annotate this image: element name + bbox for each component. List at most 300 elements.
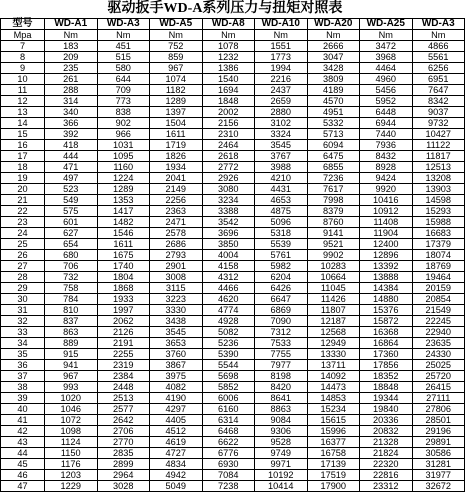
torque-cell: 2513 <box>97 393 150 404</box>
torque-cell: 4960 <box>360 74 413 85</box>
header-cell: WD-A1 <box>45 19 98 30</box>
pressure-cell: 46 <box>1 470 45 481</box>
torque-cell: 1540 <box>202 74 255 85</box>
torque-cell: 1504 <box>150 118 203 129</box>
torque-cell: 3760 <box>150 349 203 360</box>
torque-cell: 5390 <box>202 349 255 360</box>
pressure-cell: 22 <box>1 206 45 217</box>
torque-cell: 2835 <box>97 448 150 459</box>
torque-cell: 11122 <box>412 140 465 151</box>
torque-cell: 11408 <box>360 217 413 228</box>
torque-cell: 8420 <box>255 382 308 393</box>
torque-cell: 752 <box>150 41 203 52</box>
torque-cell: 3047 <box>307 52 360 63</box>
torque-cell: 11045 <box>307 283 360 294</box>
unit-cell: Mpa <box>1 30 45 41</box>
unit-cell: Nm <box>150 30 203 41</box>
table-row <box>1 283 465 294</box>
torque-cell: 18769 <box>412 261 465 272</box>
torque-cell: 5539 <box>255 239 308 250</box>
torque-cell: 14092 <box>307 371 360 382</box>
torque-cell: 2062 <box>97 316 150 327</box>
torque-cell: 7936 <box>360 140 413 151</box>
torque-cell: 2448 <box>97 382 150 393</box>
pressure-cell: 39 <box>1 393 45 404</box>
torque-cell: 515 <box>97 52 150 63</box>
table-row <box>1 349 465 360</box>
torque-cell: 13392 <box>360 261 413 272</box>
torque-cell: 1072 <box>45 415 98 426</box>
torque-cell: 784 <box>45 294 98 305</box>
torque-cell: 1046 <box>45 404 98 415</box>
torque-cell: 838 <box>97 107 150 118</box>
torque-cell: 523 <box>45 184 98 195</box>
torque-cell: 4866 <box>412 41 465 52</box>
table-row <box>1 74 465 85</box>
table-row <box>1 151 465 162</box>
pressure-cell: 40 <box>1 404 45 415</box>
torque-cell: 575 <box>45 206 98 217</box>
torque-cell: 680 <box>45 250 98 261</box>
torque-cell: 8379 <box>307 206 360 217</box>
table-row <box>1 195 465 206</box>
torque-cell: 17519 <box>307 470 360 481</box>
torque-cell: 2642 <box>97 415 150 426</box>
torque-cell: 966 <box>97 129 150 140</box>
torque-cell: 5561 <box>412 52 465 63</box>
torque-cell: 30586 <box>412 448 465 459</box>
torque-cell: 732 <box>45 272 98 283</box>
torque-cell: 20854 <box>412 294 465 305</box>
torque-cell: 4653 <box>255 195 308 206</box>
pressure-cell: 35 <box>1 349 45 360</box>
torque-cell: 2002 <box>202 107 255 118</box>
torque-cell: 4082 <box>150 382 203 393</box>
header-cell: WD-A25 <box>360 19 413 30</box>
pressure-cell: 11 <box>1 85 45 96</box>
table-row <box>1 481 465 492</box>
table-row <box>1 448 465 459</box>
torque-cell: 902 <box>97 118 150 129</box>
pressure-cell: 20 <box>1 184 45 195</box>
torque-cell: 1078 <box>202 41 255 52</box>
torque-cell: 1020 <box>45 393 98 404</box>
torque-cell: 4928 <box>202 316 255 327</box>
torque-cell: 3234 <box>202 195 255 206</box>
torque-cell: 2255 <box>97 349 150 360</box>
torque-cell: 21328 <box>360 437 413 448</box>
torque-cell: 8863 <box>255 404 308 415</box>
torque-cell: 2706 <box>97 426 150 437</box>
table-row <box>1 261 465 272</box>
torque-cell: 4004 <box>202 250 255 261</box>
table-row <box>1 404 465 415</box>
torque-table <box>0 18 465 492</box>
torque-cell: 1611 <box>97 239 150 250</box>
torque-cell: 6930 <box>202 459 255 470</box>
torque-cell: 2578 <box>150 228 203 239</box>
torque-cell: 23312 <box>360 481 413 492</box>
torque-cell: 7647 <box>412 85 465 96</box>
torque-cell: 7533 <box>255 338 308 349</box>
torque-cell: 18074 <box>412 250 465 261</box>
torque-cell: 16377 <box>307 437 360 448</box>
torque-cell: 1386 <box>202 63 255 74</box>
torque-cell: 11807 <box>307 305 360 316</box>
unit-cell: Nm <box>307 30 360 41</box>
torque-cell: 4464 <box>360 63 413 74</box>
torque-cell: 3545 <box>255 140 308 151</box>
torque-cell: 2256 <box>150 195 203 206</box>
torque-cell: 7238 <box>202 481 255 492</box>
torque-cell: 3330 <box>150 305 203 316</box>
torque-cell: 7977 <box>255 360 308 371</box>
torque-cell: 9037 <box>412 107 465 118</box>
torque-cell: 14598 <box>412 195 465 206</box>
torque-cell: 16683 <box>412 228 465 239</box>
header-cell: WD-A3 <box>97 19 150 30</box>
torque-cell: 235 <box>45 63 98 74</box>
torque-cell: 8432 <box>360 151 413 162</box>
torque-cell: 5082 <box>202 327 255 338</box>
pressure-cell: 14 <box>1 118 45 129</box>
torque-cell: 2899 <box>97 459 150 470</box>
torque-cell: 18352 <box>360 371 413 382</box>
torque-cell: 4942 <box>150 470 203 481</box>
torque-cell: 3809 <box>307 74 360 85</box>
table-row <box>1 459 465 470</box>
torque-cell: 4570 <box>307 96 360 107</box>
torque-cell: 1804 <box>97 272 150 283</box>
torque-cell: 8342 <box>412 96 465 107</box>
unit-cell: Nm <box>202 30 255 41</box>
torque-cell: 16864 <box>360 338 413 349</box>
table-row <box>1 206 465 217</box>
torque-cell: 10427 <box>412 129 465 140</box>
torque-cell: 8760 <box>307 217 360 228</box>
torque-cell: 3542 <box>202 217 255 228</box>
torque-cell: 11904 <box>360 228 413 239</box>
torque-cell: 549 <box>45 195 98 206</box>
torque-cell: 11817 <box>412 151 465 162</box>
torque-cell: 6160 <box>202 404 255 415</box>
torque-cell: 6622 <box>202 437 255 448</box>
torque-cell: 4774 <box>202 305 255 316</box>
torque-cell: 366 <box>45 118 98 129</box>
torque-cell: 8198 <box>255 371 308 382</box>
torque-cell: 497 <box>45 173 98 184</box>
torque-cell: 261 <box>45 74 98 85</box>
torque-cell: 4619 <box>150 437 203 448</box>
torque-cell: 6006 <box>202 393 255 404</box>
torque-cell: 19464 <box>412 272 465 283</box>
torque-cell: 20832 <box>360 426 413 437</box>
torque-cell: 17379 <box>412 239 465 250</box>
table-row <box>1 470 465 481</box>
torque-cell: 25720 <box>412 371 465 382</box>
torque-cell: 13903 <box>412 184 465 195</box>
unit-row <box>1 30 465 41</box>
torque-cell: 2437 <box>255 85 308 96</box>
torque-cell: 6314 <box>202 415 255 426</box>
torque-cell: 10416 <box>360 195 413 206</box>
table-row <box>1 52 465 63</box>
torque-cell: 6475 <box>307 151 360 162</box>
torque-cell: 7090 <box>255 316 308 327</box>
torque-cell: 773 <box>97 96 150 107</box>
torque-cell: 9424 <box>360 173 413 184</box>
torque-cell: 3223 <box>150 294 203 305</box>
torque-cell: 5761 <box>255 250 308 261</box>
torque-cell: 644 <box>97 74 150 85</box>
pressure-cell: 7 <box>1 41 45 52</box>
torque-cell: 1773 <box>255 52 308 63</box>
torque-cell: 183 <box>45 41 98 52</box>
table-row <box>1 162 465 173</box>
table-row <box>1 63 465 74</box>
torque-cell: 340 <box>45 107 98 118</box>
torque-cell: 2901 <box>150 261 203 272</box>
torque-cell: 27806 <box>412 404 465 415</box>
torque-cell: 17856 <box>360 360 413 371</box>
table-row <box>1 85 465 96</box>
torque-cell: 9749 <box>255 448 308 459</box>
torque-cell: 6855 <box>307 162 360 173</box>
torque-cell: 1417 <box>97 206 150 217</box>
torque-cell: 3975 <box>150 371 203 382</box>
pressure-cell: 13 <box>1 107 45 118</box>
torque-cell: 1098 <box>45 426 98 437</box>
torque-cell: 1719 <box>150 140 203 151</box>
torque-cell: 22816 <box>360 470 413 481</box>
torque-cell: 4727 <box>150 448 203 459</box>
torque-cell: 1150 <box>45 448 98 459</box>
pressure-cell: 33 <box>1 327 45 338</box>
torque-cell: 627 <box>45 228 98 239</box>
torque-cell: 2191 <box>97 338 150 349</box>
torque-cell: 2964 <box>97 470 150 481</box>
torque-cell: 20159 <box>412 283 465 294</box>
pressure-cell: 24 <box>1 228 45 239</box>
pressure-cell: 32 <box>1 316 45 327</box>
torque-cell: 1933 <box>97 294 150 305</box>
torque-cell: 2926 <box>202 173 255 184</box>
page-title: 驱动扳手WD-A系列压力与扭矩对照表 <box>107 1 343 16</box>
torque-cell: 19344 <box>360 393 413 404</box>
torque-cell: 27111 <box>412 393 465 404</box>
table-row <box>1 250 465 261</box>
torque-cell: 1160 <box>97 162 150 173</box>
torque-cell: 12896 <box>360 250 413 261</box>
table-body <box>1 41 465 492</box>
torque-cell: 3428 <box>307 63 360 74</box>
pressure-cell: 10 <box>1 74 45 85</box>
torque-cell: 11426 <box>307 294 360 305</box>
torque-cell: 915 <box>45 349 98 360</box>
torque-cell: 7617 <box>307 184 360 195</box>
torque-cell: 709 <box>97 85 150 96</box>
unit-cell: Nm <box>412 30 465 41</box>
table-row <box>1 129 465 140</box>
torque-cell: 3472 <box>360 41 413 52</box>
torque-cell: 837 <box>45 316 98 327</box>
torque-cell: 23635 <box>412 338 465 349</box>
torque-cell: 706 <box>45 261 98 272</box>
torque-cell: 2686 <box>150 239 203 250</box>
torque-cell: 451 <box>97 41 150 52</box>
torque-cell: 21824 <box>360 448 413 459</box>
torque-cell: 21549 <box>412 305 465 316</box>
torque-cell: 2464 <box>202 140 255 151</box>
pressure-cell: 23 <box>1 217 45 228</box>
torque-cell: 5713 <box>307 129 360 140</box>
table-row <box>1 118 465 129</box>
torque-cell: 15234 <box>307 404 360 415</box>
torque-cell: 13711 <box>307 360 360 371</box>
torque-cell: 22245 <box>412 316 465 327</box>
torque-cell: 1482 <box>97 217 150 228</box>
torque-cell: 3008 <box>150 272 203 283</box>
torque-cell: 32672 <box>412 481 465 492</box>
torque-cell: 22940 <box>412 327 465 338</box>
torque-cell: 1611 <box>150 129 203 140</box>
pressure-cell: 41 <box>1 415 45 426</box>
unit-cell: Nm <box>97 30 150 41</box>
torque-cell: 471 <box>45 162 98 173</box>
torque-cell: 12949 <box>307 338 360 349</box>
pressure-cell: 37 <box>1 371 45 382</box>
header-cell: WD-A10 <box>255 19 308 30</box>
pressure-cell: 18 <box>1 162 45 173</box>
torque-cell: 6094 <box>307 140 360 151</box>
torque-cell: 15615 <box>307 415 360 426</box>
torque-cell: 31281 <box>412 459 465 470</box>
torque-cell: 14384 <box>360 283 413 294</box>
torque-cell: 1031 <box>97 140 150 151</box>
torque-cell: 2319 <box>97 360 150 371</box>
torque-cell: 9920 <box>360 184 413 195</box>
torque-cell: 392 <box>45 129 98 140</box>
torque-cell: 1551 <box>255 41 308 52</box>
torque-cell: 288 <box>45 85 98 96</box>
torque-cell: 5456 <box>360 85 413 96</box>
pressure-cell: 47 <box>1 481 45 492</box>
torque-cell: 13330 <box>307 349 360 360</box>
torque-cell: 15293 <box>412 206 465 217</box>
table-row <box>1 371 465 382</box>
torque-cell: 444 <box>45 151 98 162</box>
unit-cell: Nm <box>360 30 413 41</box>
torque-cell: 3388 <box>202 206 255 217</box>
torque-cell: 3545 <box>150 327 203 338</box>
torque-cell: 1229 <box>45 481 98 492</box>
torque-cell: 20336 <box>360 415 413 426</box>
pressure-cell: 16 <box>1 140 45 151</box>
torque-cell: 3115 <box>150 283 203 294</box>
torque-cell: 418 <box>45 140 98 151</box>
pressure-cell: 45 <box>1 459 45 470</box>
pressure-cell: 30 <box>1 294 45 305</box>
pressure-cell: 43 <box>1 437 45 448</box>
torque-cell: 13208 <box>412 173 465 184</box>
torque-cell: 5236 <box>202 338 255 349</box>
header-cell: WD-A8 <box>202 19 255 30</box>
header-cell: WD-A3 <box>412 19 465 30</box>
torque-cell: 3850 <box>202 239 255 250</box>
torque-cell: 16758 <box>307 448 360 459</box>
torque-cell: 12400 <box>360 239 413 250</box>
torque-cell: 3988 <box>255 162 308 173</box>
torque-cell: 7312 <box>255 327 308 338</box>
header-cell: WD-A5 <box>150 19 203 30</box>
torque-cell: 5544 <box>202 360 255 371</box>
torque-cell: 2880 <box>255 107 308 118</box>
torque-cell: 2618 <box>202 151 255 162</box>
torque-cell: 1868 <box>97 283 150 294</box>
torque-cell: 993 <box>45 382 98 393</box>
torque-cell: 24330 <box>412 349 465 360</box>
torque-cell: 3968 <box>360 52 413 63</box>
torque-cell: 7755 <box>255 349 308 360</box>
torque-cell: 17900 <box>307 481 360 492</box>
torque-cell: 3653 <box>150 338 203 349</box>
torque-cell: 6776 <box>202 448 255 459</box>
table-row <box>1 360 465 371</box>
torque-cell: 6256 <box>412 63 465 74</box>
torque-cell: 4834 <box>150 459 203 470</box>
torque-cell: 29196 <box>412 426 465 437</box>
torque-cell: 3696 <box>202 228 255 239</box>
torque-cell: 758 <box>45 283 98 294</box>
torque-cell: 7998 <box>307 195 360 206</box>
torque-cell: 7084 <box>202 470 255 481</box>
torque-cell: 18848 <box>360 382 413 393</box>
table-row <box>1 239 465 250</box>
torque-cell: 14473 <box>307 382 360 393</box>
table-row <box>1 140 465 151</box>
pressure-cell: 8 <box>1 52 45 63</box>
torque-cell: 6647 <box>255 294 308 305</box>
torque-cell: 10414 <box>255 481 308 492</box>
torque-cell: 14880 <box>360 294 413 305</box>
torque-cell: 1182 <box>150 85 203 96</box>
torque-cell: 314 <box>45 96 98 107</box>
torque-cell: 1740 <box>97 261 150 272</box>
pressure-cell: 29 <box>1 283 45 294</box>
pressure-cell: 25 <box>1 239 45 250</box>
pressure-cell: 17 <box>1 151 45 162</box>
torque-cell: 889 <box>45 338 98 349</box>
torque-cell: 7440 <box>360 129 413 140</box>
torque-cell: 1203 <box>45 470 98 481</box>
torque-cell: 10664 <box>307 272 360 283</box>
torque-cell: 1694 <box>202 85 255 96</box>
torque-cell: 3324 <box>255 129 308 140</box>
torque-cell: 654 <box>45 239 98 250</box>
torque-cell: 1289 <box>150 96 203 107</box>
torque-cell: 1848 <box>202 96 255 107</box>
torque-cell: 4297 <box>150 404 203 415</box>
torque-cell: 29891 <box>412 437 465 448</box>
torque-cell: 22320 <box>360 459 413 470</box>
torque-cell: 2770 <box>97 437 150 448</box>
torque-cell: 1353 <box>97 195 150 206</box>
table-row <box>1 437 465 448</box>
torque-table-sheet <box>0 18 455 491</box>
torque-cell: 4312 <box>202 272 255 283</box>
pressure-cell: 44 <box>1 448 45 459</box>
table-row <box>1 426 465 437</box>
